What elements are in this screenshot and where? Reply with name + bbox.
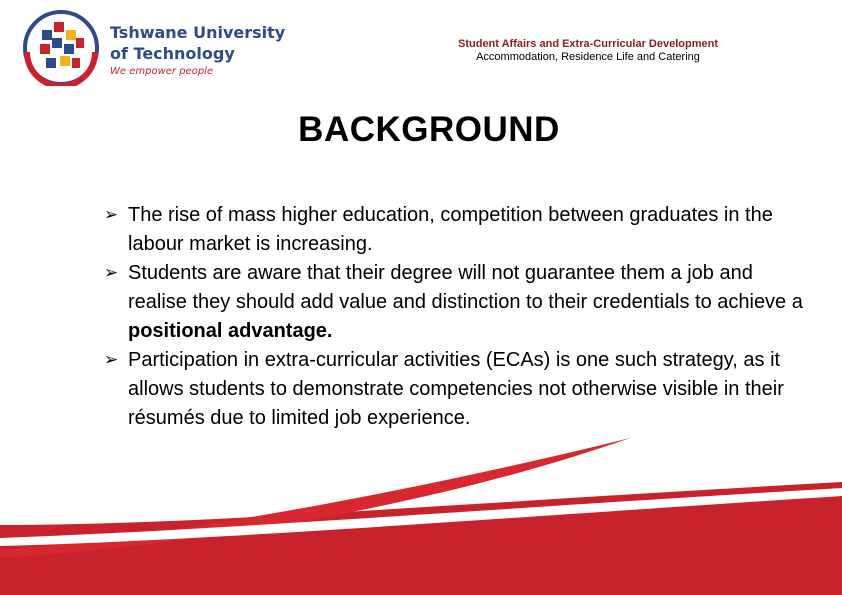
tut-emblem-icon bbox=[18, 8, 104, 86]
slide-title: BACKGROUND bbox=[298, 110, 560, 149]
university-logo bbox=[18, 8, 286, 86]
logo-tagline: We empower people bbox=[110, 66, 214, 77]
bullet-text: The rise of mass higher education, competition between graduates in the labour market is increasing. bbox=[128, 204, 773, 255]
arrow-bullet-icon: ➢ bbox=[104, 350, 119, 370]
bullet-item bbox=[104, 346, 804, 433]
red-swoosh-decoration bbox=[0, 430, 842, 595]
bullet-text: Participation in extra-curricular activities (ECAs) is one such strategy, as it allows students to demonstrate competencies not otherwise visible in their résumés due to limited job experience. bbox=[128, 349, 784, 429]
bullet-text: Students are aware that their degree will not guarantee them a job and realise they should add value and distinction to their credentials to achieve a bbox=[128, 262, 803, 313]
bullet-list bbox=[104, 201, 804, 433]
bullet-emphasis: positional advantage. bbox=[128, 320, 333, 342]
logo-wordmark bbox=[110, 22, 285, 77]
header-subtitle: Accommodation, Residence Life and Catering bbox=[476, 51, 700, 63]
header-title: Student Affairs and Extra-Curricular Development bbox=[458, 38, 718, 50]
slide-header bbox=[388, 37, 788, 64]
logo-line-1: Tshwane University bbox=[110, 23, 286, 42]
bullet-item bbox=[104, 201, 804, 259]
bullet-item bbox=[104, 259, 804, 346]
logo-line-2: of Technology bbox=[110, 44, 235, 63]
arrow-bullet-icon: ➢ bbox=[104, 263, 119, 283]
arrow-bullet-icon: ➢ bbox=[104, 205, 119, 225]
